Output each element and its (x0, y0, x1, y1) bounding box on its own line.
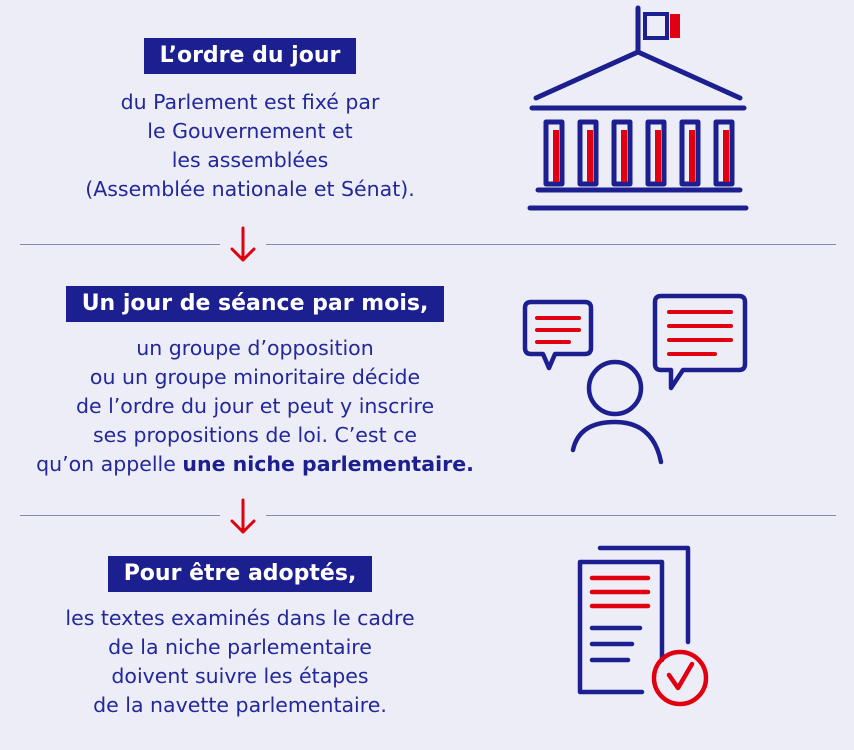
section-2-line-1: un groupe d’opposition (136, 336, 374, 360)
divider-1-right (266, 244, 836, 245)
section-2-line-2: ou un groupe minoritaire décide (89, 365, 421, 389)
section-3-line-3: doivent suivre les étapes (111, 664, 369, 688)
document-approved-icon (570, 540, 730, 710)
section-2-heading: Un jour de séance par mois, (66, 286, 445, 322)
section-2-body (30, 334, 480, 479)
section-3-line-2: de la niche parlementaire (108, 635, 372, 659)
section-2-line-5-prefix: qu’on appelle (36, 452, 183, 476)
person-speech-bubbles-icon (515, 290, 755, 480)
section-1-line-4: (Assemblée nationale et Sénat). (85, 177, 415, 201)
section-1-line-2: le Gouvernement et (147, 119, 353, 143)
section-2-line-5 (30, 450, 480, 479)
niche-parlementaire-emphasis: une niche parlementaire. (182, 452, 474, 476)
divider-1-left (20, 244, 220, 245)
section-1-heading: L’ordre du jour (144, 38, 357, 74)
section-2-line-3: de l’ordre du jour et peut y inscrire (75, 394, 435, 418)
section-3-line-1: les textes examinés dans le cadre (65, 606, 415, 630)
section-1-text (40, 38, 460, 204)
arrow-down-icon (228, 224, 258, 264)
section-1-body (40, 88, 460, 204)
section-2-line-4: ses propositions de loi. C’est ce (92, 423, 418, 447)
section-2-text (30, 286, 480, 479)
divider-2-left (20, 515, 220, 516)
section-1-line-3: les assemblées (171, 148, 329, 172)
section-3-line-4: de la navette parlementaire. (93, 693, 387, 717)
section-1-line-1: du Parlement est fixé par (120, 90, 380, 114)
parliament-building-icon (520, 0, 750, 215)
section-3-text (20, 556, 460, 720)
divider-2-right (266, 515, 836, 516)
section-3-heading: Pour être adoptés, (108, 556, 373, 592)
arrow-down-icon (228, 496, 258, 536)
section-3-body (20, 604, 460, 720)
